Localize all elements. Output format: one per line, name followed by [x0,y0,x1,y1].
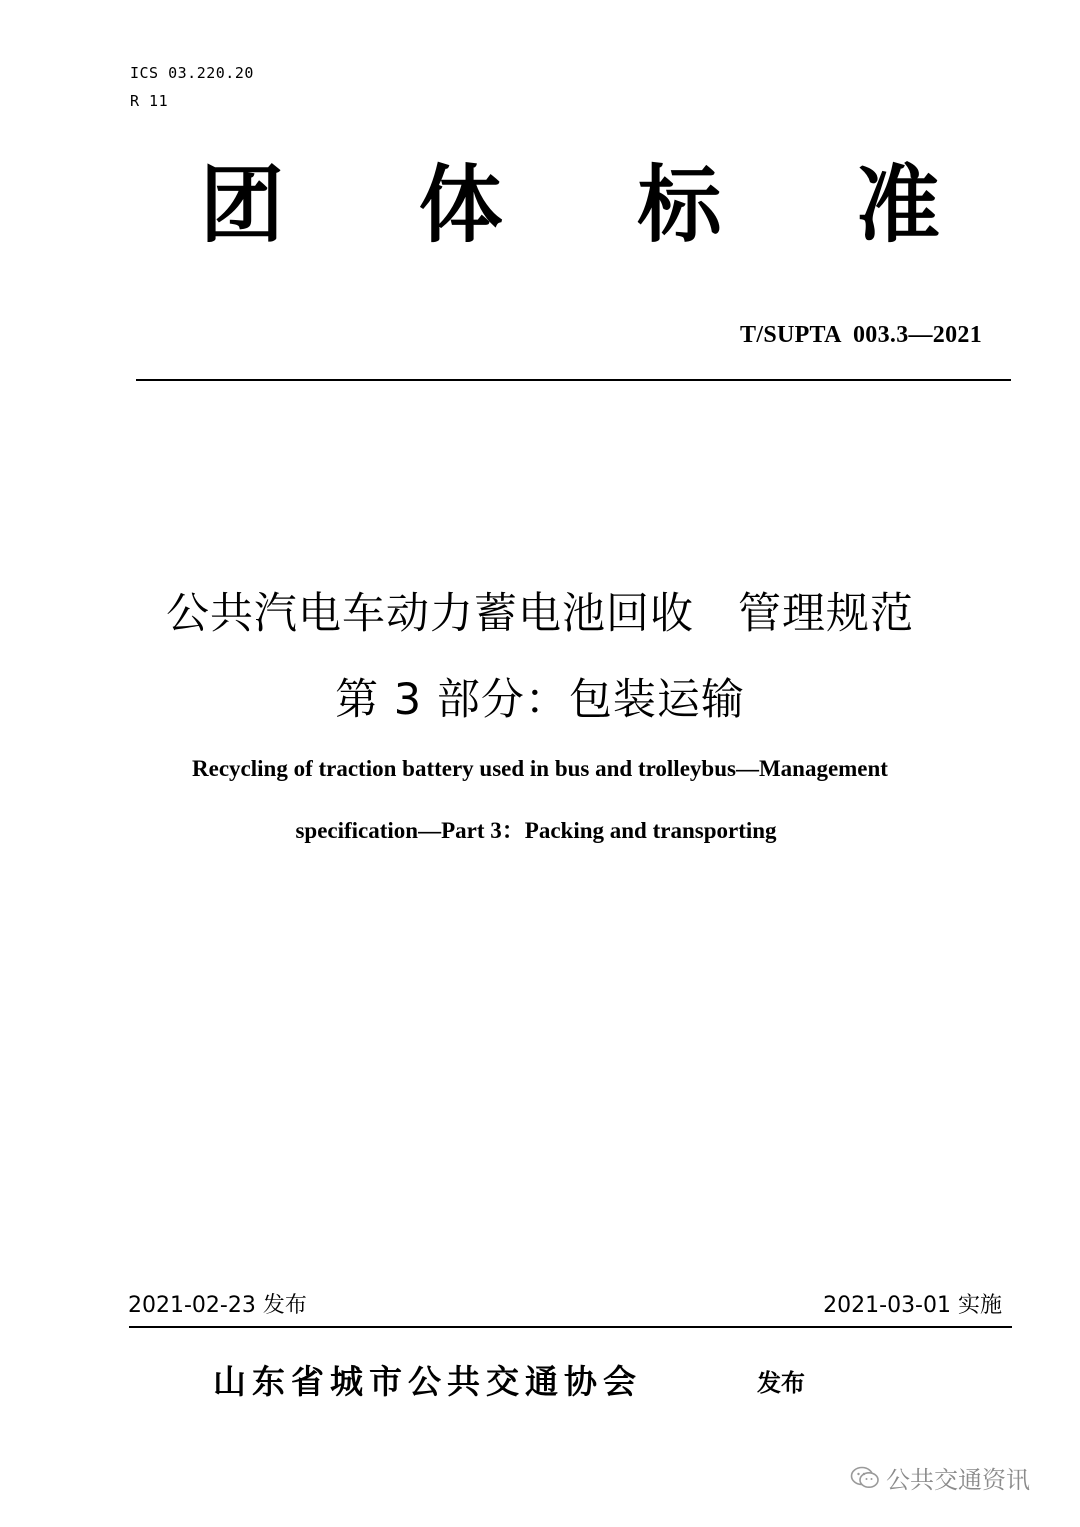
doc-type-char: 体 [418,156,503,254]
doc-type-char: 团 [200,156,285,254]
top-divider [136,379,1011,381]
ics-code: ICS 03.220.20 [130,64,254,82]
implementation-date: 2021-03-01 实施 [823,1293,1002,1318]
doc-type-char: 准 [855,156,940,254]
standard-number: T/SUPTA 003.3—2021 [740,322,982,348]
issue-date: 2021-02-23 发布 [128,1293,307,1318]
ccs-code: R 11 [130,92,169,110]
publisher-suffix: 发布 [757,1369,805,1397]
bottom-divider [129,1326,1012,1328]
title-cn-line1: 公共汽电车动力蓄电池回收 管理规范 [166,589,914,639]
title-en-line1: Recycling of traction battery used in bus and trolleybus—Management [192,756,888,781]
wechat-icon [850,1465,880,1491]
publisher-name: 山东省城市公共交通协会 [213,1362,642,1401]
watermark [850,1460,1030,1495]
title-cn-line2: 第 3 部分：包装运输 [335,675,745,725]
watermark-text: 公共交通资讯 [886,1466,1030,1494]
doc-type-char: 标 [637,156,722,254]
document-type-heading [200,150,940,260]
title-en-line2: specification—Part 3：Packing and transporting [295,818,777,843]
